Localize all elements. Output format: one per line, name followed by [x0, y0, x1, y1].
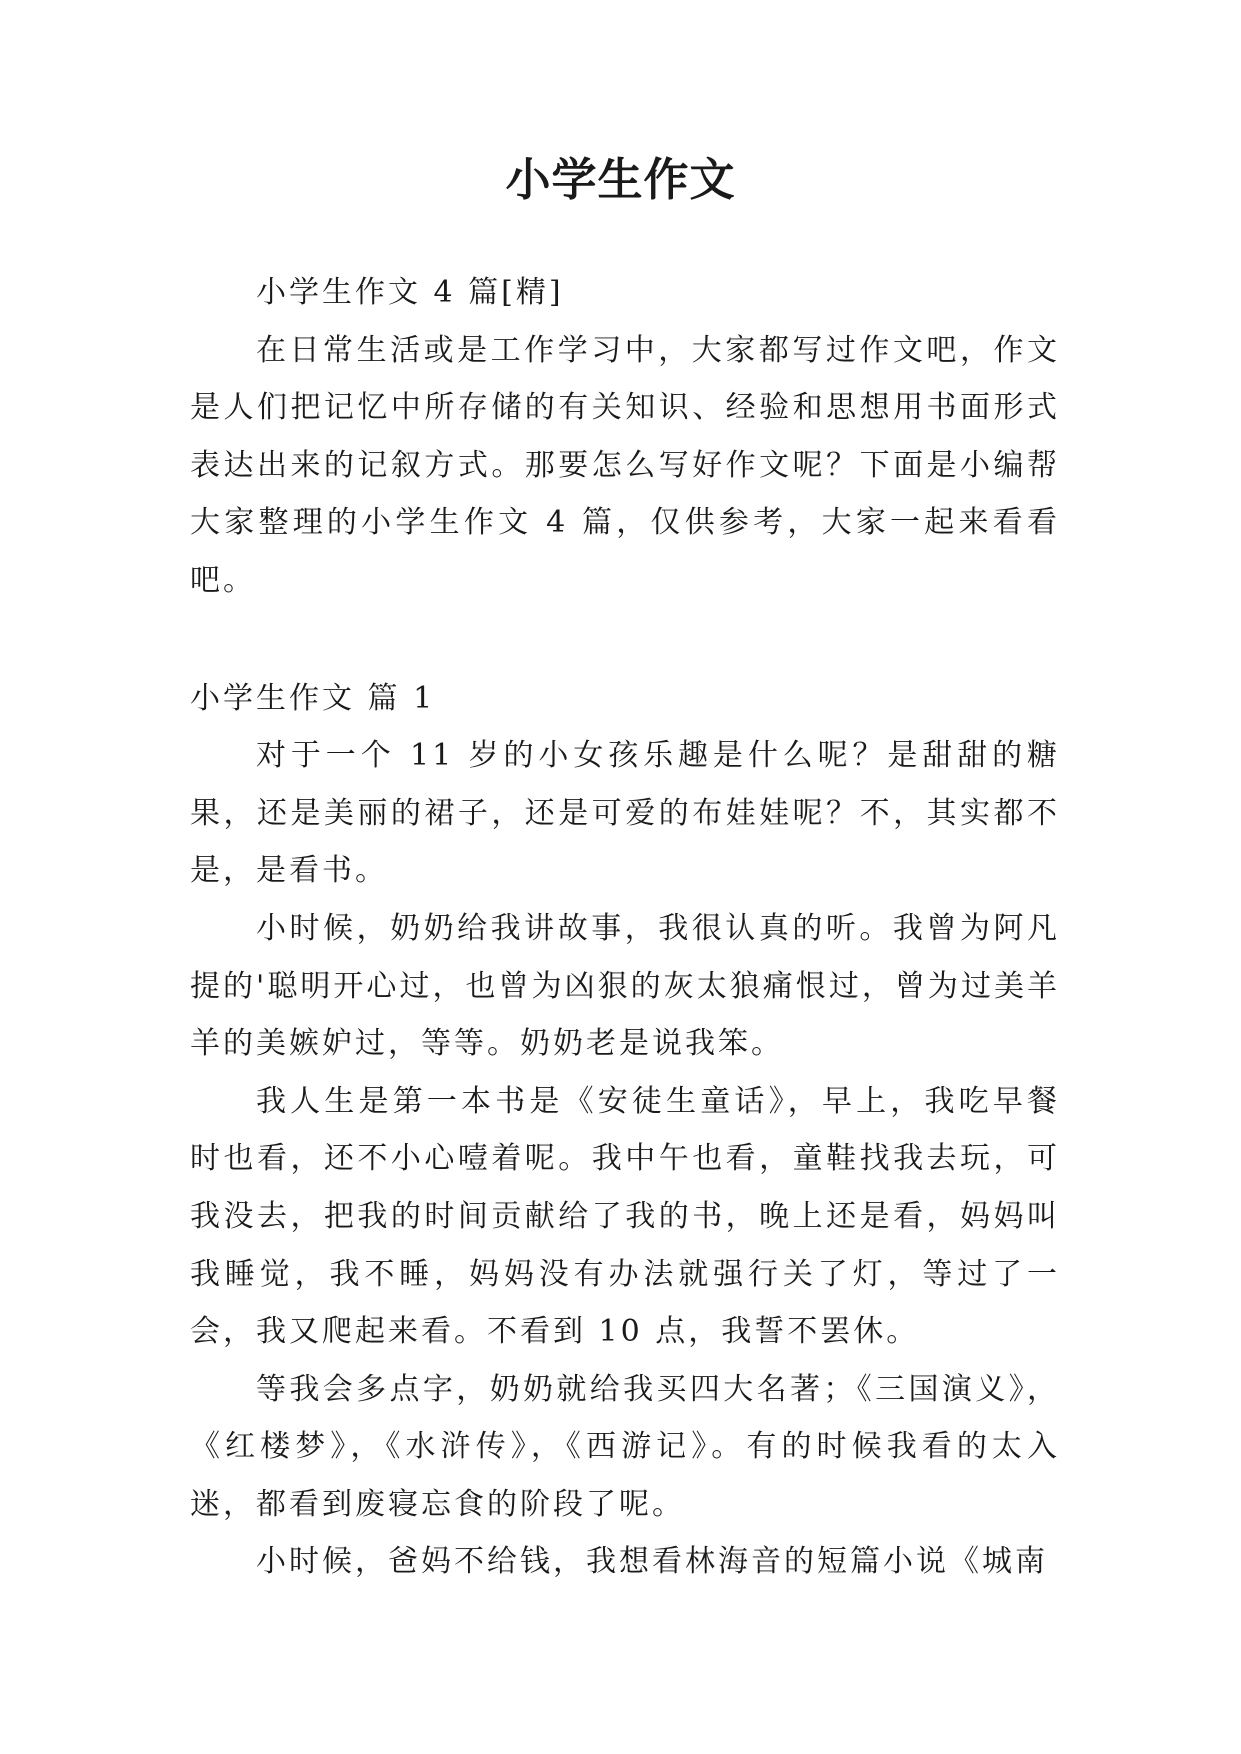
document-body	[190, 264, 1060, 1591]
intro-paragraph: 在日常生活或是工作学习中，大家都写过作文吧，作文是人们把记忆中所存储的有关知识、经验和思想用书面形式表达出来的记叙方式。那要怎么写好作文呢？下面是小编帮大家整理的小学生作文 4 篇，仅供参考，大家一起来看看吧。	[190, 332, 1060, 598]
section-heading: 小学生作文 篇 1	[190, 680, 436, 716]
body-paragraph: 对于一个 11 岁的小女孩乐趣是什么呢？是甜甜的糖果，还是美丽的裙子，还是可爱的布娃娃呢？不，其实都不是，是看书。	[190, 738, 1060, 889]
body-paragraph: 我人生是第一本书是《安徒生童话》，早上，我吃早餐时也看，还不小心噎着呢。我中午也看，童鞋找我去玩，可我没去，把我的时间贡献给了我的书，晚上还是看，妈妈叫我睡觉，我不睡，妈妈没有办法就强行关了灯，等过了一会，我又爬起来看。不看到 10 点，我誓不罢休。	[190, 1083, 1060, 1350]
body-paragraph: 小时候，爸妈不给钱，我想看林海音的短篇小说《城南	[256, 1544, 1048, 1580]
page-title: 小学生作文	[505, 153, 736, 206]
body-paragraph: 小时候，奶奶给我讲故事，我很认真的听。我曾为阿凡提的'聪明开心过，也曾为凶狠的灰太狼痛恨过，曾为过美羊羊的美嫉妒过，等等。奶奶老是说我笨。	[190, 910, 1060, 1062]
document-subtitle: 小学生作文 4 篇[精]	[256, 275, 564, 310]
body-paragraph: 等我会多点字，奶奶就给我买四大名著；《三国演义》，《红楼梦》，《水浒传》，《西游记》。有的时候我看的太入迷，都看到废寝忘食的阶段了呢。	[190, 1371, 1060, 1522]
section-spacer	[190, 610, 1060, 670]
